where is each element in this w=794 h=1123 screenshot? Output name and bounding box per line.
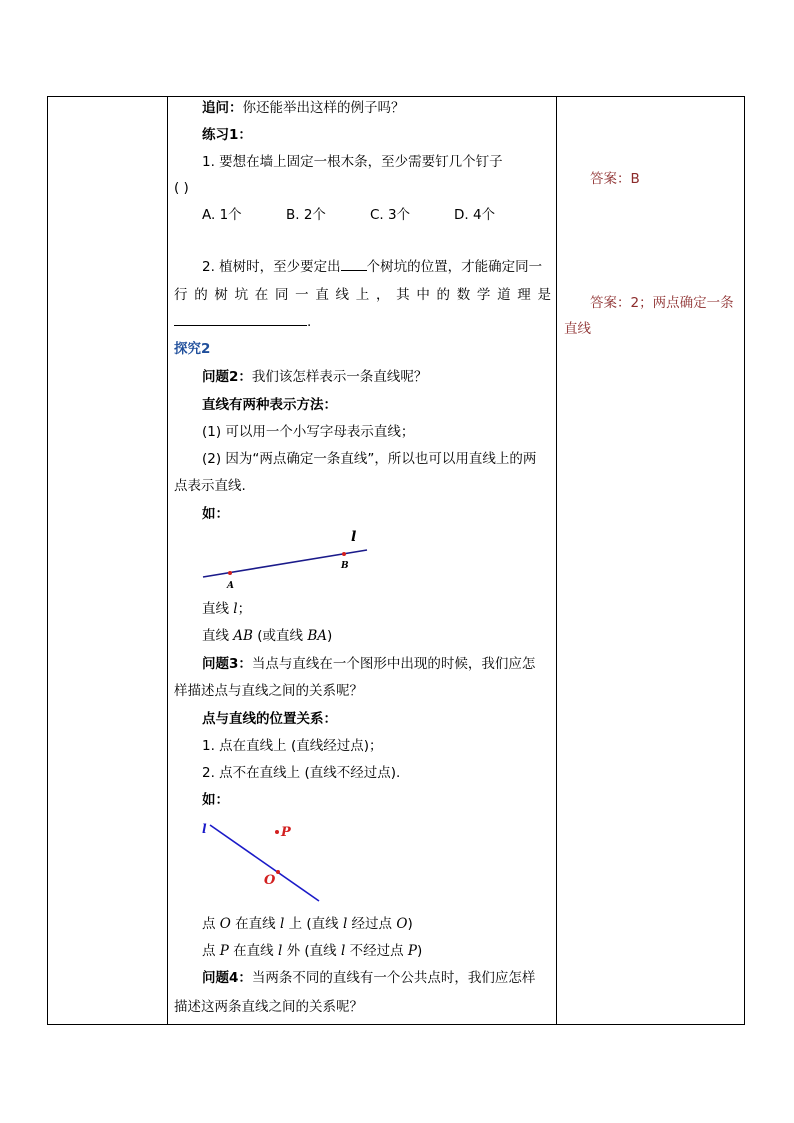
answer-1: 答案：B bbox=[590, 171, 640, 187]
label-a: A bbox=[227, 581, 234, 591]
column-divider-right bbox=[556, 97, 557, 1024]
point-b bbox=[342, 552, 346, 556]
line-l-caption: 直线 l； bbox=[202, 601, 252, 617]
methods-title: 直线有两种表示方法： bbox=[202, 397, 337, 413]
ex1-question-line1: 1. 要想在墙上固定一根木条，至少需要钉几个钉子 bbox=[202, 154, 503, 170]
answer-blank-long bbox=[174, 324, 307, 326]
exercise1-title: 练习1： bbox=[202, 127, 252, 143]
right-column bbox=[558, 97, 744, 1024]
middle-column bbox=[169, 97, 556, 1024]
label-l: l bbox=[202, 822, 207, 836]
example-label-1: 如： bbox=[202, 506, 229, 522]
explore2-title: 探究2 bbox=[174, 341, 211, 357]
point-p-caption: 点 P 在直线 l 外 (直线 l 不经过点 P) bbox=[202, 943, 423, 959]
question3-line2: 样描述点与直线之间的关系呢？ bbox=[174, 683, 363, 699]
label-l: l bbox=[351, 529, 357, 545]
point-p bbox=[275, 830, 279, 834]
label-b: B bbox=[341, 561, 349, 571]
followup-question: 追问：你还能举出这样的例子吗？ bbox=[202, 100, 405, 116]
question4-line2: 描述这两条直线之间的关系呢？ bbox=[174, 999, 363, 1015]
relation-title: 点与直线的位置关系： bbox=[202, 711, 337, 727]
ex2-line3: . bbox=[174, 311, 551, 333]
point-o-caption: 点 O 在直线 l 上 (直线 l 经过点 O) bbox=[202, 916, 413, 932]
option-a: A. 1个 bbox=[202, 207, 242, 223]
answer-2-line2: 直线 bbox=[564, 321, 591, 337]
example-label-2: 如： bbox=[202, 792, 229, 808]
line-ab-caption: 直线 AB (或直线 BA) bbox=[202, 628, 333, 644]
point-line-figure bbox=[201, 819, 326, 905]
ex1-options bbox=[174, 204, 551, 226]
point-o bbox=[276, 870, 280, 874]
relation2: 2. 点不在直线上 (直线不经过点). bbox=[202, 765, 401, 781]
relation1: 1. 点在直线上 (直线经过点)； bbox=[202, 738, 383, 754]
ex2-line1: 2. 植树时，至少要定出 个树坑的位置，才能确定同一 bbox=[202, 259, 543, 275]
ex1-question-line2: ( ) bbox=[174, 180, 189, 196]
point-a bbox=[228, 571, 232, 575]
option-b: B. 2个 bbox=[286, 207, 326, 223]
question3-line1: 问题3：当点与直线在一个图形中出现的时候，我们应怎 bbox=[202, 656, 536, 672]
label-p: P bbox=[281, 825, 291, 840]
answer-2-line1: 答案：2；两点确定一条 bbox=[590, 295, 734, 311]
answer-blank bbox=[341, 269, 367, 271]
question2: 问题2：我们该怎样表示一条直线呢？ bbox=[202, 369, 428, 385]
ex2-line2: 行的树坑在同一直线上，其中的数学道理是 bbox=[174, 287, 551, 303]
option-c: C. 3个 bbox=[370, 207, 411, 223]
method2-line2: 点表示直线. bbox=[174, 478, 246, 494]
column-divider-left bbox=[167, 97, 168, 1024]
label-o: O bbox=[264, 873, 276, 888]
option-d: D. 4个 bbox=[454, 207, 496, 223]
question4-line1: 问题4：当两条不同的直线有一个公共点时，我们应怎样 bbox=[202, 970, 536, 986]
line-ab-figure bbox=[201, 527, 371, 593]
lesson-table bbox=[47, 96, 745, 1025]
line-l bbox=[210, 825, 319, 901]
method2-line1: (2) 因为“两点确定一条直线”，所以也可以用直线上的两 bbox=[202, 451, 537, 467]
method1: (1) 可以用一个小写字母表示直线； bbox=[202, 424, 415, 440]
